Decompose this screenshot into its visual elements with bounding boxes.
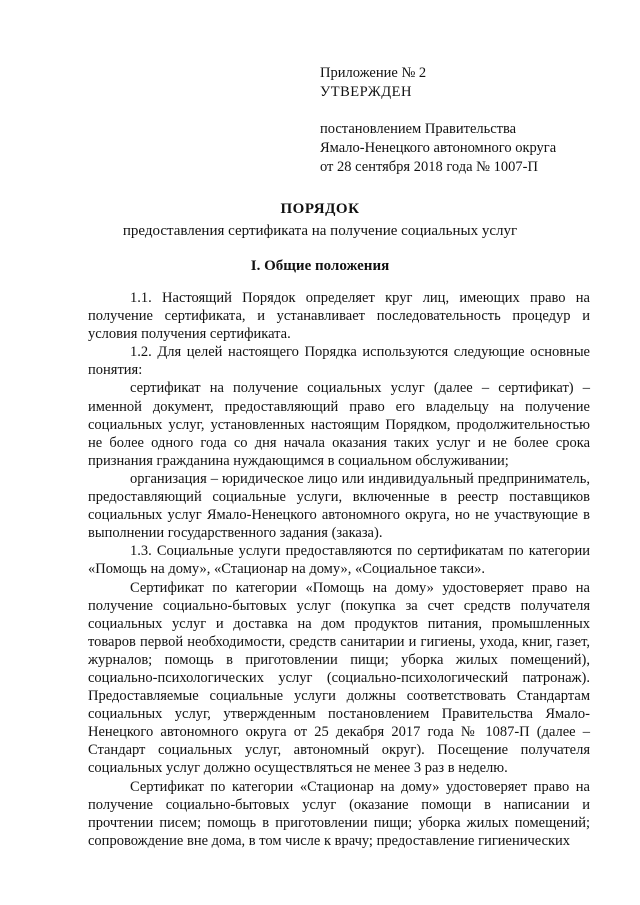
decree-line: Ямало-Ненецкого автономного округа	[320, 140, 557, 156]
paragraph: организация – юридическое лицо или индивидуальный предприниматель, предоставляющий социальные услуги, включенные в реестр поставщиков социальных услуг Ямало-Ненецкого автономного округа, но не участвующие в выполнении государственного задания (заказа).	[88, 470, 590, 542]
document-title: ПОРЯДОК	[280, 201, 360, 217]
approved-label: УТВЕРЖДЕН	[320, 84, 412, 100]
appendix-label: Приложение № 2	[320, 65, 427, 81]
paragraph: 1.2. Для целей настоящего Порядка используются следующие основные понятия:	[88, 344, 590, 379]
decree-line: от 28 сентября 2018 года № 1007-П	[320, 159, 538, 175]
decree-reference	[320, 120, 556, 177]
document-subtitle: предоставления сертификата на получение социальных услуг	[122, 223, 518, 239]
paragraph: сертификат на получение социальных услуг (далее – сертификат) – именной документ, предоставляющий право его владельцу на получение социальных услуг, установленных настоящим Порядком, продолжительностью не более одного года со дня начала оказания таких услуг и не более срока признания гражданина нуждающимся в социальном обслуживании;	[88, 380, 590, 469]
approval-block	[320, 64, 426, 102]
decree-line: постановлением Правительства	[320, 121, 517, 137]
paragraph: Сертификат по категории «Стационар на дому» удостоверяет право на получение социально-бытовых услуг (оказание помощи в написании и прочтении писем; помощь в приготовлении пищи; уборка жилых помещений; сопровождение вне дома, в том числе к врачу; предоставление гигиенических	[88, 778, 590, 849]
paragraph: 1.3. Социальные услуги предоставляются по сертификатам по категории «Помощь на дому», «Стационар на дому», «Социальное такси».	[88, 543, 590, 578]
paragraph: 1.1. Настоящий Порядок определяет круг лиц, имеющих право на получение сертификата, и устанавливает последовательность процедур и условия получения сертификата.	[88, 290, 590, 343]
document-body	[88, 289, 590, 850]
paragraph: Сертификат по категории «Помощь на дому» удостоверяет право на получение социально-бытовых услуг (покупка за счет средств получателя социальных услуг и доставка на дом продуктов питания, промышленных товаров первой необходимости, средств санитарии и гигиены, ухода, книг, газет, журналов; помощь в приготовлении пищи; уборка жилых помещений), социально-психологических услуг (социально-психологический патронаж). Предоставляемые социальные услуги должны соответствовать Стандартам социальных услуг, утвержденным постановлением Правительства Ямало-Ненецкого автономного округа от 25 декабря 2017 года № 1087-П (далее – Стандарт социальных услуг, автономный округ). Посещение получателя социальных услуг должно осуществляться не менее 3 раз в неделю.	[88, 579, 590, 777]
section-heading: I. Общие положения	[250, 258, 390, 274]
